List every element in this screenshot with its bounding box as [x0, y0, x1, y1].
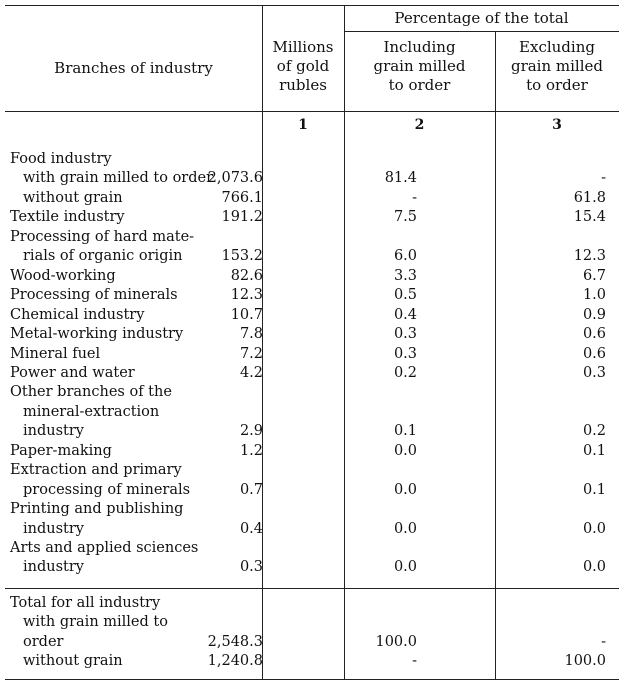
row-label: without grain — [23, 189, 123, 206]
header-col3 — [495, 38, 619, 95]
header-col2-line: Including — [383, 38, 456, 56]
row-label: Wood-working — [10, 267, 116, 284]
cell-col2: 0.3 — [393, 345, 417, 362]
header-branches: Branches of industry — [54, 59, 213, 77]
row-label: mineral-extraction — [23, 403, 160, 420]
cell-col3: 100.0 — [564, 653, 606, 670]
row-label: Mineral fuel — [10, 345, 101, 362]
cell-col3: 0.1 — [582, 481, 606, 498]
cell-col1: 7.2 — [239, 345, 263, 362]
cell-col3: 0.0 — [582, 559, 606, 576]
row-label: Other branches of the — [10, 384, 172, 401]
row-label: Metal-working industry — [10, 326, 184, 343]
table-row — [5, 383, 619, 402]
table-row — [5, 652, 619, 671]
header-percent-group: Percentage of the total — [394, 9, 569, 27]
cell-col1: 4.2 — [239, 364, 263, 381]
table-row — [5, 558, 619, 577]
cell-col2: 0.4 — [393, 306, 417, 323]
cell-col2: - — [412, 189, 417, 206]
row-label: with grain milled to order — [23, 170, 214, 187]
total-rule — [5, 588, 619, 589]
cell-col1: 7.8 — [239, 326, 263, 343]
cell-col2: 0.0 — [393, 481, 417, 498]
cell-col3: 15.4 — [573, 209, 606, 226]
cell-col3: 0.3 — [582, 364, 606, 381]
header-col3-line: to order — [526, 76, 588, 94]
table-row — [5, 228, 619, 247]
header-col1-line: rubles — [279, 76, 327, 94]
cell-col3: - — [601, 633, 606, 650]
row-label: Printing and publishing — [10, 501, 184, 518]
table-row — [5, 422, 619, 441]
row-label: industry — [23, 559, 84, 576]
table-row — [5, 345, 619, 364]
cell-col1: 0.7 — [239, 481, 263, 498]
header-col1-line: of gold — [276, 57, 330, 75]
row-label: Extraction and primary — [10, 462, 182, 479]
row-label: Textile industry — [10, 209, 125, 226]
row-label: Processing of hard mate- — [10, 228, 195, 245]
column-number-1: 1 — [298, 117, 308, 133]
table-row — [5, 150, 619, 169]
cell-col1: 766.1 — [221, 189, 263, 206]
cell-col1: 1.2 — [239, 442, 263, 459]
cell-col3: 61.8 — [573, 189, 606, 206]
cell-col2: 0.5 — [393, 287, 417, 304]
cell-col1: 191.2 — [221, 209, 263, 226]
table-row — [5, 613, 619, 632]
table-row — [5, 481, 619, 500]
cell-col1: 153.2 — [221, 248, 263, 265]
cell-col3: 1.0 — [582, 287, 606, 304]
cell-col2: 0.3 — [393, 326, 417, 343]
header-col2 — [344, 38, 495, 95]
table-row — [5, 306, 619, 325]
table-row — [5, 247, 619, 266]
cell-col2: 0.1 — [393, 423, 417, 440]
table-row — [5, 189, 619, 208]
header-col3-line: Excluding — [519, 38, 595, 56]
cell-col2: 0.2 — [393, 364, 417, 381]
cell-col2: 0.0 — [393, 559, 417, 576]
cell-col3: 0.1 — [582, 442, 606, 459]
cell-col1: 82.6 — [230, 267, 263, 284]
cell-col2: 100.0 — [375, 633, 417, 650]
header-col3-line: grain milled — [510, 57, 604, 75]
cell-col1: 10.7 — [230, 306, 263, 323]
table-row — [5, 442, 619, 461]
table-row — [5, 500, 619, 519]
row-label: rials of organic origin — [23, 248, 183, 265]
row-label: industry — [23, 423, 84, 440]
cell-col3: 12.3 — [573, 248, 606, 265]
cell-col1: 0.3 — [239, 559, 263, 576]
cell-col2: 6.0 — [393, 248, 417, 265]
column-number-3: 3 — [552, 117, 562, 133]
row-label: Power and water — [10, 364, 135, 381]
header-rule — [5, 111, 619, 112]
cell-col1: 2,073.6 — [207, 170, 263, 187]
row-label: Chemical industry — [10, 306, 145, 323]
table-row — [5, 539, 619, 558]
header-col1 — [262, 38, 344, 95]
table-row — [5, 520, 619, 539]
cell-col2: 3.3 — [393, 267, 417, 284]
cell-col3: 0.6 — [582, 345, 606, 362]
cell-col2: 81.4 — [384, 170, 417, 187]
industry-table — [5, 5, 619, 680]
row-label: with grain milled to — [23, 614, 168, 631]
table-row — [5, 286, 619, 305]
row-label: processing of minerals — [23, 481, 191, 498]
table-row — [5, 267, 619, 286]
cell-col3: 6.7 — [582, 267, 606, 284]
cell-col2: - — [412, 653, 417, 670]
table-row — [5, 208, 619, 227]
row-label: without grain — [23, 653, 123, 670]
cell-col1: 2.9 — [239, 423, 263, 440]
header-col1-line: Millions — [272, 38, 334, 56]
table-row — [5, 633, 619, 652]
row-label: Arts and applied sciences — [10, 540, 199, 556]
cell-col1: 2,548.3 — [207, 633, 263, 650]
row-label: Paper-making — [10, 442, 112, 459]
header-col2-line: grain milled — [373, 57, 466, 75]
table-row — [5, 594, 619, 613]
cell-col2: 0.0 — [393, 442, 417, 459]
cell-col3: 0.6 — [582, 326, 606, 343]
header-group-rule — [344, 31, 619, 32]
table-row — [5, 461, 619, 480]
cell-col1: 1,240.8 — [207, 653, 263, 670]
cell-col3: 0.0 — [582, 520, 606, 537]
cell-col3: - — [601, 170, 606, 187]
cell-col1: 0.4 — [239, 520, 263, 537]
header-col2-line: to order — [388, 76, 451, 94]
table-row — [5, 364, 619, 383]
row-label: Total for all industry — [10, 595, 161, 611]
row-label: industry — [23, 520, 84, 537]
table-row — [5, 325, 619, 344]
table-row — [5, 403, 619, 422]
cell-col3: 0.2 — [582, 423, 606, 440]
row-label: Food industry — [10, 151, 112, 167]
row-label: order — [23, 633, 64, 650]
row-label: Processing of minerals — [10, 287, 178, 304]
cell-col2: 0.0 — [393, 520, 417, 537]
column-number-2: 2 — [414, 117, 425, 133]
cell-col3: 0.9 — [582, 306, 606, 323]
cell-col1: 12.3 — [230, 287, 263, 304]
table-row — [5, 169, 619, 188]
cell-col2: 7.5 — [393, 209, 417, 226]
